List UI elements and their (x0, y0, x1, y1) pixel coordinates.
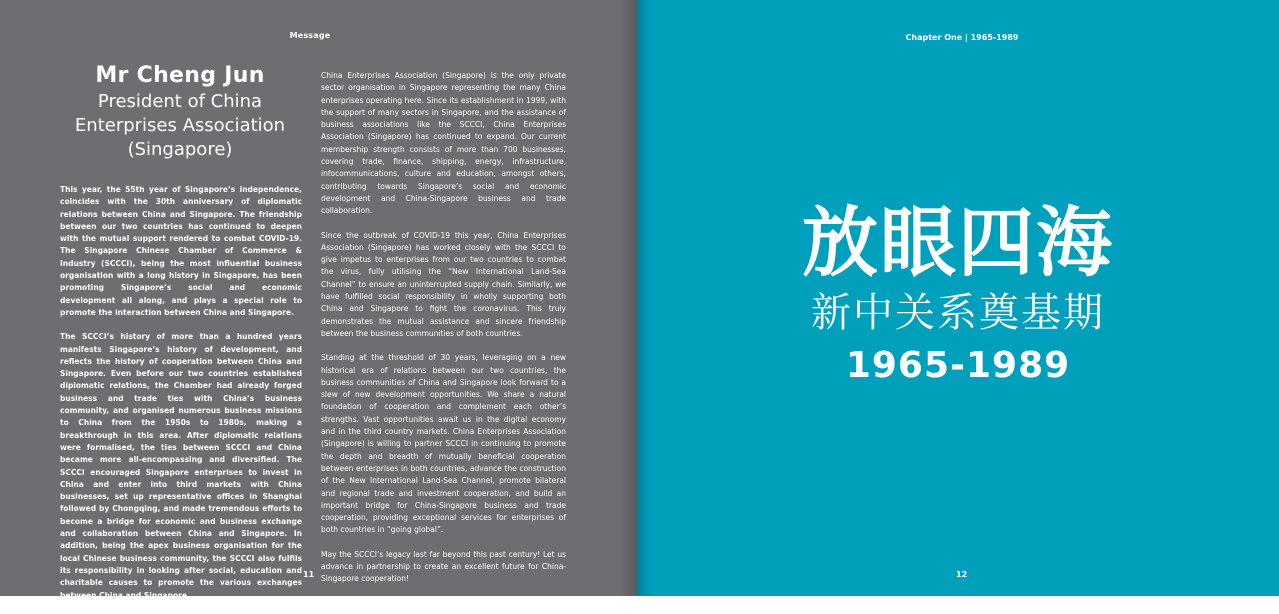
gutter-shadow (620, 0, 637, 596)
author-block (58, 62, 302, 162)
paragraph: This year, the 55th year of Singapore’s independence, coincides with the 30th anniversary of diplomatic relations between China and Singapore. The friendship between our two countries has continued to deepen with the mutual support rendered to combat COVID-19. The Singapore Chinese Chamber of Commerce & Industry (SCCCI), being the most influential business organisation with a long history in Singapore, has been promoting Singapore’s social and economic development all along, and plays a special role to promote the interaction between China and Singapore. (60, 185, 302, 317)
chapter-subtitle: 新中关系奠基期 (811, 290, 1105, 336)
paragraph: Since the outbreak of COVID-19 this year, China Enterprises Association (Singapore) has worked closely with the SCCCI to give impetus to enterprises from our two countries to combat the virus, fully utilising the “New International Land-Sea Channel” to ensure an uninterrupted supply chain. Similarly, we have fulfilled social responsibility in wholly supporting both China and Singapore to fight the coronavirus. This truly demonstrates the mutual assistance and sincere friendship between the business communities of both countries. (321, 230, 566, 338)
author-name: Mr Cheng Jun (95, 63, 265, 88)
chapter-years: 1965-1989 (845, 345, 1071, 386)
chapter-title: 放眼四海 (802, 198, 1114, 287)
paragraph: China Enterprises Association (Singapore) is the only private sector organisation in Singapore representing the many China enterprises operating here. Since its establishment in 1999, with the support of many sectors in Singapore, and the assistance of business associations like the SCCCI, China Enterprises Association (Singapore) has continued to expand. Our current membership strength consists of more than 700 businesses, covering trade, finance, shipping, energy, infrastructure, infocommunications, culture and education, amongst others, contributing towards Singapore’s social and economic development and China-Singapore business and trade collaboration. (321, 71, 566, 216)
message-column-right (321, 70, 566, 598)
paragraph: May the SCCCI’s legacy last far beyond this past century! Let us advance in partnership to create an excellent future for China-Singapore cooperation! (321, 549, 566, 584)
left-page (0, 0, 637, 600)
author-role-line: (Singapore) (127, 139, 233, 160)
page-number: 12 (956, 570, 968, 579)
page-number: 11 (303, 570, 315, 579)
author-role-line: Enterprises Association (74, 115, 286, 136)
paragraph: The SCCCI’s history of more than a hundred years manifests Singapore’s history of development, and reflects the history of cooperation between China and Singapore. Even before our two countries established diplomatic relations, the Chamber had already forged business and trade ties with China’s business community, and organised numerous business missions to China from the 1950s to 1980s, making a breakthrough in this area. After diplomatic relations were formalised, the ties between SCCCI and China became more all-encompassing and diversified. The SCCCI encouraged Singapore enterprises to invest in China and enter into third markets with China businesses, set up representative offices in Shanghai followed by Chongqing, and made tremendous efforts to become a bridge for economic and business exchange and collaboration between China and Singapore. In addition, being the apex business organisation for the local Chinese business community, the SCCCI also fulfils its responsibility in looking after social, education and charitable causes to promote the various exchanges between China and Singapore. (60, 332, 302, 600)
author-role-line: President of China (97, 91, 263, 112)
message-column-left (60, 184, 302, 614)
right-page (637, 0, 1279, 596)
paragraph: Standing at the threshold of 30 years, leveraging on a new historical era of relations between our two countries, the business communities of China and Singapore look forward to a slew of new development opportunities. We share a natural foundation of cooperation and complement each other’s strengths. Vast opportunities await us in the digital economy and in the third country markets. China Enterprises Association (Singapore) is willing to partner SCCCI in continuing to promote the depth and breadth of mutually beneficial cooperation between enterprises in both countries, advance the construction of the New International Land-Sea Channel, promote bilateral and regional trade and investment cooperation, and build an important bridge for China-Singapore business and trade cooperation, providing exceptional services for enterprises of both countries in “going global”. (321, 353, 566, 535)
chapter-header: Chapter One | 1965-1989 (905, 33, 1019, 42)
page-header: Message (289, 31, 331, 40)
